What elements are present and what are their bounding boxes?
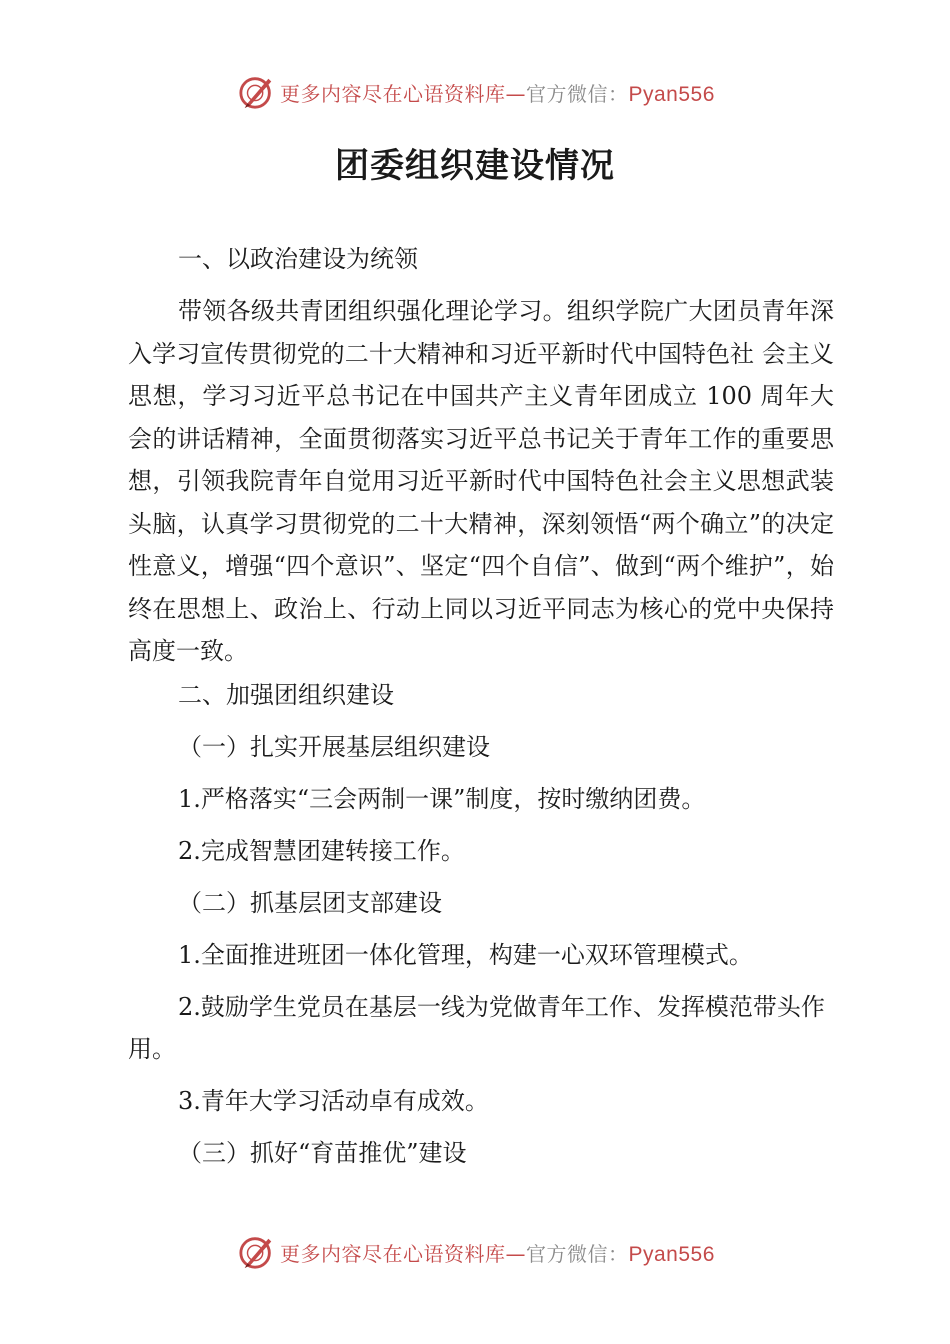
watermark-part2: 官方微信：: [526, 81, 629, 106]
body-paragraph: 带领各级共青团组织强化理论学习。组织学院广大团员青年深入学习宣传贯彻党的二十大精神和习近平新时代中国特色社 会主义思想，学习习近平总书记在中国共产主义青年团成立 100 周年大会的讲话精神，全面贯彻落实习近平总书记关于青年工作的重要思想，引领我院青年自觉用习近平新时代中国特色社会主义思想武装头脑，认真学习贯彻党的二十大精神，深刻领悟“两个确立”的决定性意义，增强“四个意识”、坚定“四个自信”、做到“两个维护”，始终在思想上、政治上、行动上同以习近平同志为核心的党中央保持高度一致。: [128, 297, 834, 665]
watermark-part1: 更多内容尽在心语资料库: [280, 81, 506, 106]
watermark-part1: 更多内容尽在心语资料库: [280, 1241, 506, 1266]
subsection-heading-2: （二）抓基层团支部建设: [178, 888, 442, 917]
list-item: 1.全面推进班团一体化管理，构建一心双环管理模式。: [178, 940, 753, 969]
watermark-id: Pyan556: [628, 82, 715, 106]
list-item: 2.鼓励学生党员在基层一线为党做青年工作、发挥模范带头作用。: [128, 992, 825, 1063]
list-item: 3.青年大学习活动卓有成效。: [178, 1086, 489, 1115]
section-heading-2: 二、加强团组织建设: [178, 680, 394, 709]
watermark-part2: 官方微信：: [526, 1241, 629, 1266]
subsection-heading-1: （一）扎实开展基层组织建设: [178, 732, 490, 761]
brush-logo-icon: [238, 1233, 276, 1271]
subsection-heading-3: （三）抓好“育苗推优”建设: [178, 1138, 467, 1167]
document-body: [128, 238, 834, 1184]
watermark-id: Pyan556: [628, 1242, 715, 1266]
document-title: 团委组织建设情况: [335, 146, 615, 186]
watermark-text: [280, 1238, 715, 1267]
watermark-dash: —: [505, 81, 526, 106]
section-heading-1: 一、以政治建设为统领: [178, 245, 418, 273]
list-item: 2.完成智慧团建转接工作。: [178, 836, 465, 865]
watermark-header: [238, 72, 715, 112]
list-item: 1.严格落实“三会两制一课”制度，按时缴纳团费。: [178, 784, 706, 813]
watermark-footer: [238, 1232, 715, 1272]
watermark-dash: —: [505, 1241, 526, 1266]
brush-logo-icon: [238, 73, 276, 111]
watermark-text: [280, 78, 715, 107]
